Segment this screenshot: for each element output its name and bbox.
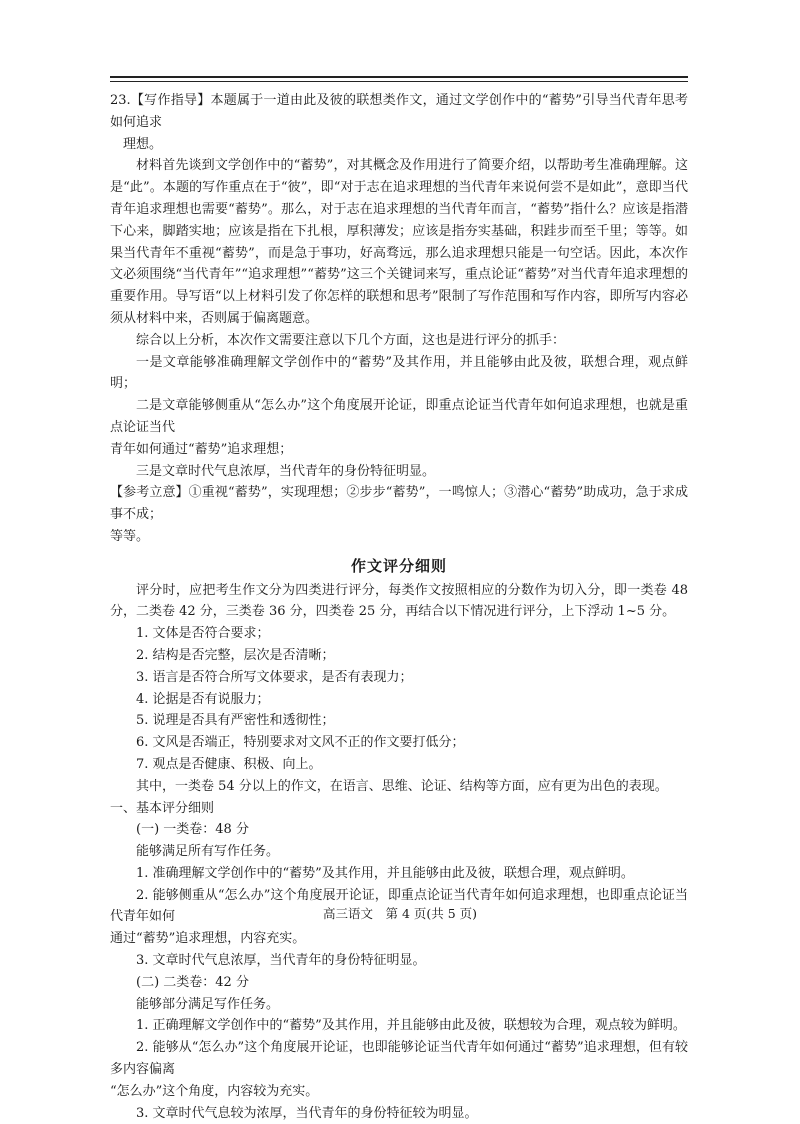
q23-point2b: 青年如何通过“蓄势”追求理想； (110, 441, 293, 457)
q23-ref1: 【参考立意】①重视“蓄势”，实现理想；②步步“蓄势”，一鸣惊人；③潜心“蓄势”助成功，急于求成事不成； (110, 485, 688, 523)
class2-item1: 1. 正确理解文学创作中的“蓄势”及其作用，并且能够由此及彼，联想较为合理，观点较为鲜明。 (136, 1018, 686, 1034)
q23-para2: 综合以上分析，本次作文需要注意以下几个方面，这也是进行评分的抓手： (136, 332, 566, 348)
criterion-6: 6. 文风是否端正，特别要求对文风不正的作文要打低分； (136, 735, 465, 751)
criterion-1: 1. 文体是否符合要求； (136, 626, 270, 642)
criterion-4: 4. 论据是否有说服力； (136, 691, 270, 707)
q23-line2: 理想。 (123, 136, 163, 152)
class2-heading: (二) 二类卷：42 分 (136, 974, 249, 990)
page-footer: 高三语文 第 4 页(共 5 页) (322, 906, 478, 921)
criterion-7: 7. 观点是否健康、积极、向上。 (136, 756, 322, 772)
class2-item2b: “怎么办”这个角度，内容较为充实。 (110, 1083, 319, 1099)
scoring-intro: 评分时，应把考生作文分为四类进行评分，每类作文按照相应的分数作为切入分，即一类卷 48 分，二类卷 42 分，三类卷 36 分，四类卷 25 分，再结合以下情况进行评分，上下浮动 1~5 分。 (110, 582, 688, 620)
q23-line1: 23.【写作指导】本题属于一道由此及彼的联想类作文，通过文学创作中的“蓄势”引导当代青年思考如何追求 (110, 93, 688, 130)
q23-point1: 一是文章能够准确理解文学创作中的“蓄势”及其作用，并且能够由此及彼，联想合理，观点鲜明； (110, 354, 688, 392)
q23-para1: 材料首先谈到文学创作中的“蓄势”，对其概念及作用进行了简要介绍，以帮助考生准确理解。这是“此”。本题的写作重点在于“彼”，即“对于志在追求理想的当代青年来说何尝不是如此”，意即当代青年追求理想也需要“蓄势”。那么，对于志在追求理想的当代青年而言，“蓄势”指什么？应该是指潜下心来，脚踏实地；应该是指在下扎根，厚积薄发；应该是指夯实基础，积跬步而至千里；等等。如果当代青年不重视“蓄势”，而是急于事功，好高骛远，那么追求理想只能是一句空话。因此，本次作文必须围绕“当代青年”“追求理想”“蓄势”这三个关键词来写，重点论证“蓄势”对当代青年追求理想的重要作用。导写语“以上材料引发了你怎样的联想和思考”限制了写作范围和写作内容，即所写内容必须从材料中来，否则属于偏离题意。 (110, 158, 688, 326)
header-rule-thin (110, 81, 688, 82)
page-content (110, 90, 688, 1124)
criterion-3: 3. 语言是否符合所写文体要求，是否有表现力； (136, 669, 413, 685)
q23-point2a: 二是文章能够侧重从“怎么办”这个角度展开论证，即重点论证当代青年如何追求理想，也就是重点论证当代 (110, 398, 688, 435)
class2-item2a: 2. 能够从“怎么办”这个角度展开论证，也即能够论证当代青年如何通过“蓄势”追求理想，但有较多内容偏离 (110, 1040, 688, 1078)
scoring-title: 作文评分细则 (350, 556, 447, 575)
class2-req: 能够部分满足写作任务。 (136, 996, 280, 1012)
class1-item1: 1. 准确理解文学创作中的“蓄势”及其作用，并且能够由此及彼，联想合理，观点鲜明。 (136, 865, 634, 881)
q23-point3: 三是文章时代气息浓厚，当代青年的身份特征明显。 (136, 463, 436, 479)
class1-item2b: 通过“蓄势”追求理想，内容充实。 (110, 931, 306, 947)
class2-item3: 3. 文章时代气息较为浓厚，当代青年的身份特征较为明显。 (136, 1105, 478, 1121)
scoring-note: 其中，一类卷 54 分以上的作文，在语言、思维、论证、结构等方面，应有更为出色的表现。 (136, 778, 668, 794)
criterion-5: 5. 说理是否具有严密性和透彻性； (136, 713, 335, 729)
q23-ref2: 等等。 (110, 528, 150, 544)
header-rule-thick (110, 76, 688, 78)
class1-req: 能够满足所有写作任务。 (136, 844, 280, 860)
class1-heading: (一) 一类卷：48 分 (136, 822, 249, 838)
class1-item3: 3. 文章时代气息浓厚，当代青年的身份特征明显。 (136, 953, 426, 969)
class1-item2a: 2. 能够侧重从“怎么办”这个角度展开论证，即重点论证当代青年如何追求理想，也即重点论证当代青年如何 (110, 887, 688, 925)
section1-heading: 一、基本评分细则 (110, 800, 215, 816)
criterion-2: 2. 结构是否完整，层次是否清晰； (136, 647, 335, 663)
